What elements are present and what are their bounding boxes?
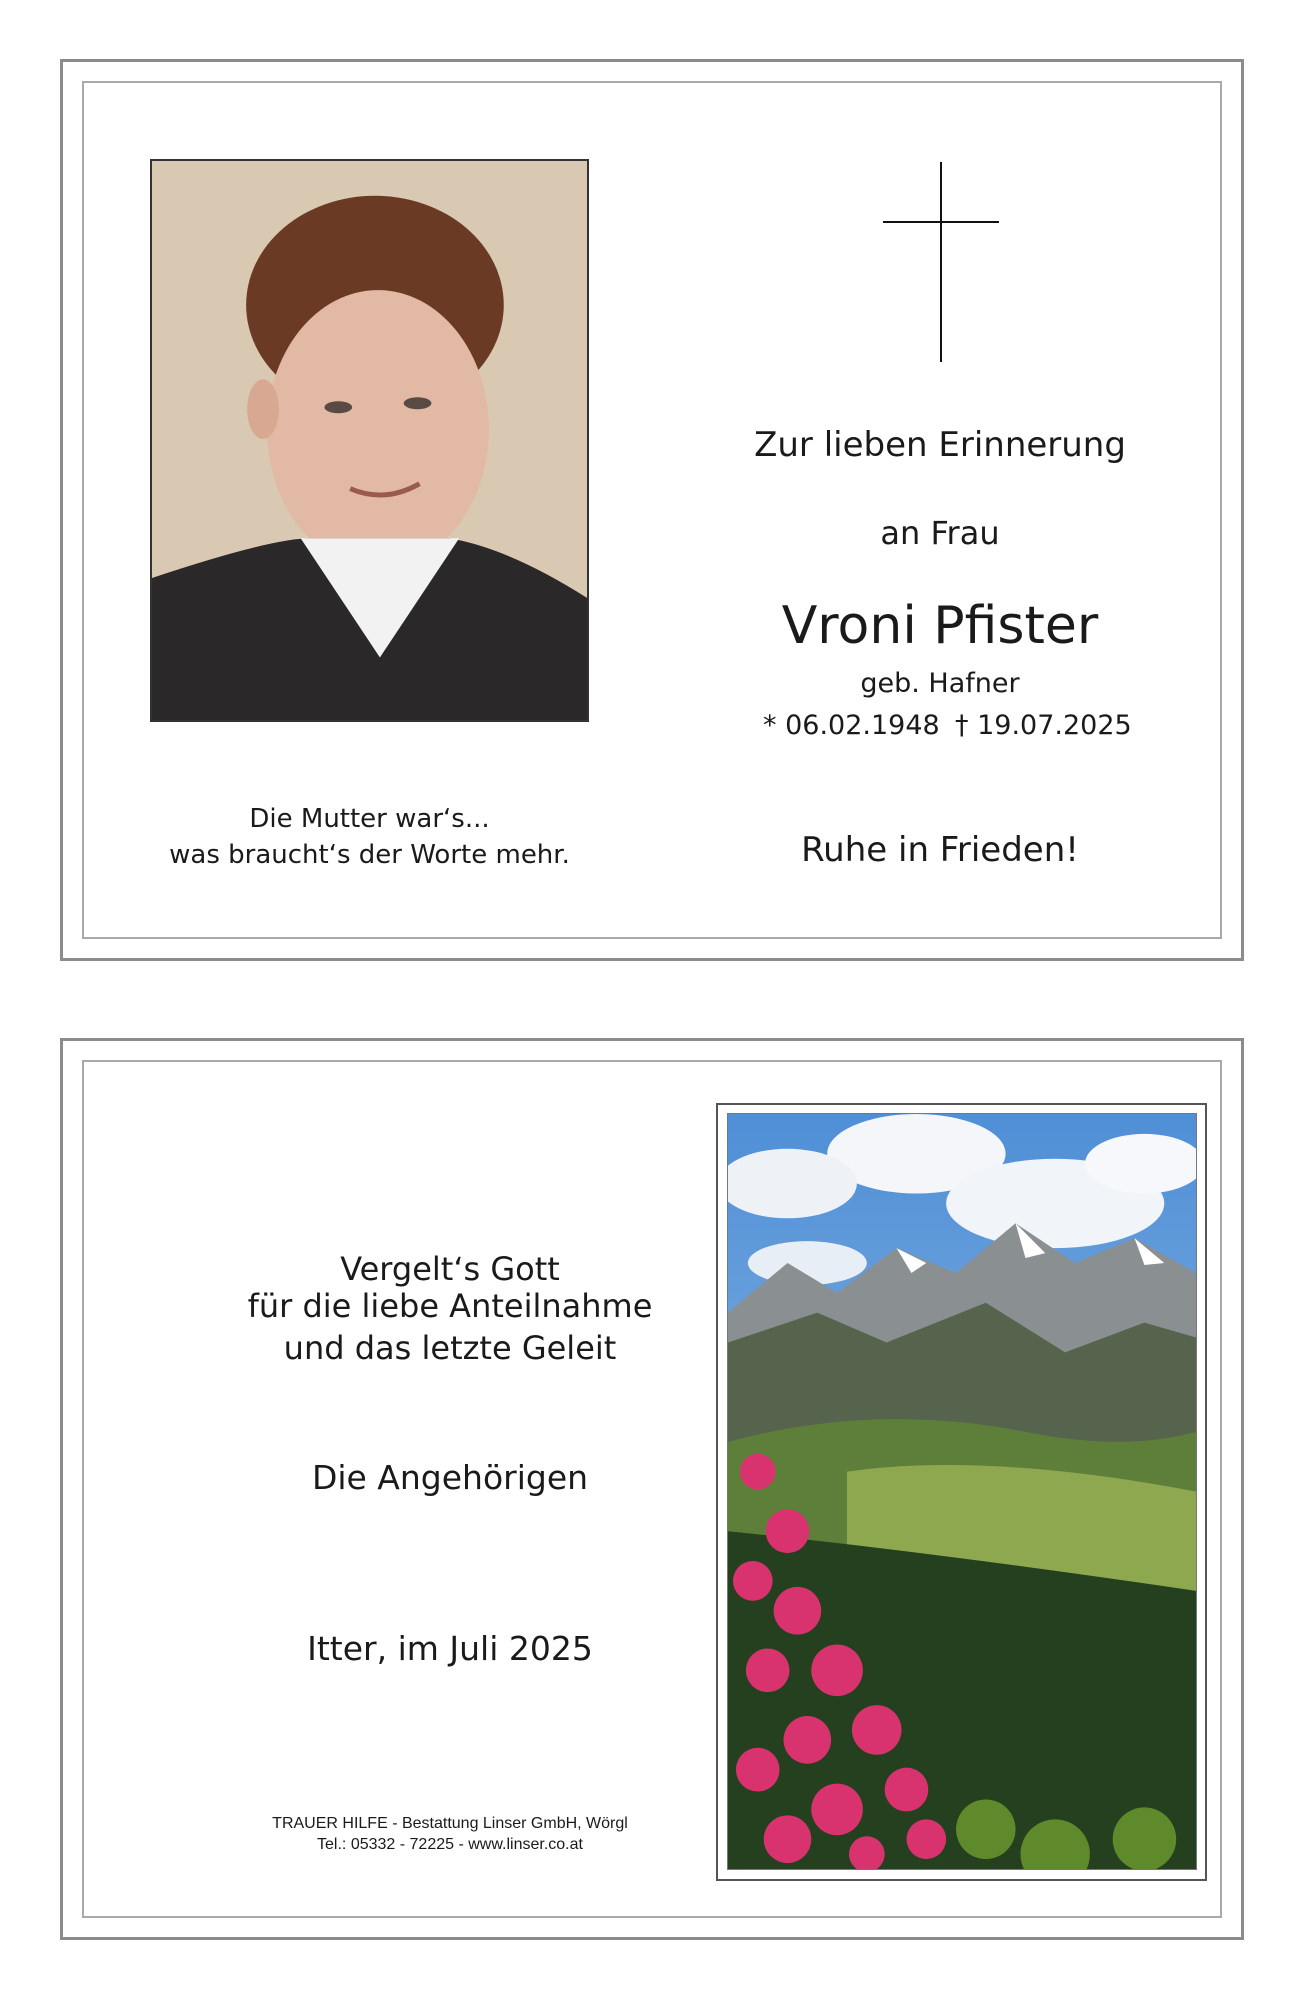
landscape-photo-frame	[716, 1103, 1207, 1881]
front-card	[60, 59, 1244, 961]
portrait-photo	[150, 159, 589, 722]
farewell-text: Ruhe in Frieden!	[801, 830, 1079, 870]
back-card	[60, 1038, 1244, 1940]
landscape-photo	[727, 1113, 1197, 1870]
death-date: † 19.07.2025	[955, 710, 1132, 741]
signed-by: Die Angehörigen	[311, 1458, 589, 1497]
thanks-line-2: für die liebe Anteilnahme	[247, 1287, 653, 1325]
place-date: Itter, im Juli 2025	[307, 1629, 593, 1668]
deceased-name: Vroni Pfister	[781, 596, 1099, 656]
birth-date: * 06.02.1948	[763, 710, 940, 741]
thanks-line-1: Vergelt‘s Gott	[340, 1250, 560, 1288]
memorial-heading: Zur lieben Erinnerung	[754, 425, 1126, 465]
salutation: an Frau	[880, 514, 1000, 552]
quote-line-2: was braucht‘s der Worte mehr.	[169, 840, 570, 870]
undertaker-line-2: Tel.: 05332 - 72225 - www.linser.co.at	[317, 1836, 583, 1853]
undertaker-line-1: TRAUER HILFE - Bestattung Linser GmbH, Wörgl	[272, 1815, 628, 1832]
maiden-name: geb. Hafner	[860, 668, 1020, 699]
cross-icon	[883, 162, 999, 362]
quote-line-1: Die Mutter war‘s...	[249, 804, 490, 834]
thanks-line-3: und das letzte Geleit	[283, 1329, 617, 1367]
